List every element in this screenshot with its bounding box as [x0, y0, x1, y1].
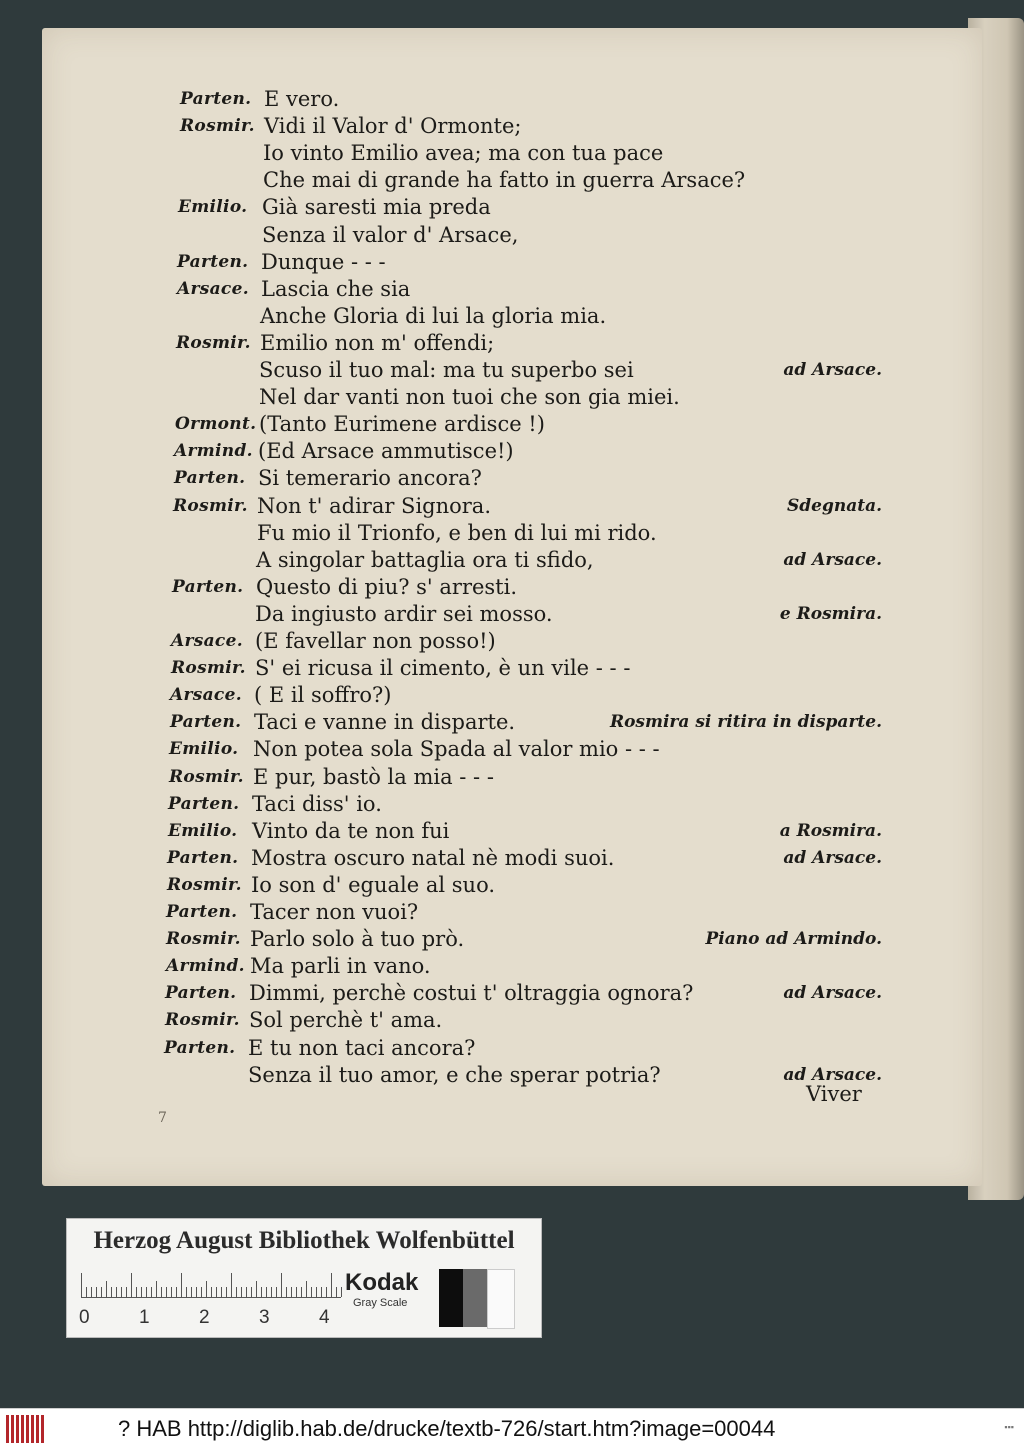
text-line	[0, 301, 1024, 331]
speaker-name: Parten.	[172, 576, 244, 597]
gray-patch-white	[487, 1269, 515, 1329]
stage-direction: ad Arsace.	[783, 847, 882, 868]
stage-direction: ad Arsace.	[783, 360, 882, 380]
speaker-name: Ormont.	[175, 414, 257, 435]
ruler-tick	[156, 1281, 157, 1297]
speaker-name: Emilio.	[168, 820, 238, 841]
text-line	[0, 978, 1024, 1008]
verse-text: Io vinto Emilio avea; ma con tua pace	[263, 141, 664, 166]
verse-text: Nel dar vanti non tuoi che son gia miei.	[259, 385, 680, 410]
ruler-tick	[331, 1273, 332, 1297]
text-line	[0, 789, 1024, 819]
status-url[interactable]: ? HAB http://diglib.hab.de/drucke/textb-726/start.htm?image=00044	[118, 1416, 776, 1441]
speaker-name: Rosmir.	[169, 766, 244, 787]
verse-text: Senza il tuo amor, e che sperar potria?	[248, 1062, 661, 1087]
hab-logo-icon	[6, 1415, 46, 1443]
gray-patch-black	[439, 1269, 463, 1327]
text-line	[0, 192, 1024, 222]
ruler-tick	[336, 1287, 337, 1297]
ruler-tick	[241, 1287, 242, 1297]
page-mark: 7	[158, 1110, 167, 1126]
verse-text: E pur, bastò la mia - - -	[253, 764, 494, 789]
ruler-tick	[291, 1287, 292, 1297]
verse-text: Taci e vanne in disparte.	[254, 710, 516, 735]
text-line	[0, 653, 1024, 683]
text-line	[0, 924, 1024, 954]
speaker-name: Parten.	[168, 793, 240, 814]
text-line	[0, 680, 1024, 710]
verse-text: ( E il soffro?)	[254, 683, 392, 708]
text-line	[0, 274, 1024, 304]
verse-text: Vidi il Valor d' Ormonte;	[264, 114, 522, 139]
speaker-name: Rosmir.	[167, 874, 242, 895]
ruler-tick	[126, 1287, 127, 1297]
verse-text: Sol perchè t' ama.	[249, 1008, 443, 1033]
ruler-tick	[296, 1287, 297, 1297]
library-name: Herzog August Bibliothek Wolfenbüttel	[93, 1227, 515, 1254]
text-line	[0, 1005, 1024, 1035]
stage-direction: e Rosmira.	[779, 603, 882, 624]
ruler-tick	[146, 1287, 147, 1297]
verse-text: E tu non taci ancora?	[248, 1035, 476, 1060]
speaker-name: Rosmir.	[180, 116, 255, 137]
verse-text: Non t' adirar Signora.	[257, 493, 492, 518]
ruler-number: 1	[139, 1307, 150, 1328]
text-line	[0, 816, 1024, 846]
gray-patch-mid	[463, 1269, 487, 1327]
text-line	[0, 220, 1024, 250]
verse-text: Non potea sola Spada al valor mio - - -	[253, 737, 660, 762]
speaker-name: Parten.	[177, 251, 249, 272]
verse-text: Da ingiusto ardir sei mosso.	[255, 601, 553, 626]
ruler-tick	[86, 1287, 87, 1297]
ruler-tick	[216, 1287, 217, 1297]
ruler-tick	[91, 1287, 92, 1297]
ruler-tick	[96, 1287, 97, 1297]
ruler-tick	[201, 1287, 202, 1297]
text-line	[0, 897, 1024, 927]
speaker-name: Parten.	[166, 902, 238, 922]
ruler-tick	[176, 1287, 177, 1297]
speaker-name: Armind.	[166, 956, 245, 977]
scale-ruler	[81, 1271, 341, 1298]
speaker-name: Parten.	[164, 1037, 236, 1058]
verse-text: Questo di piu? s' arresti.	[256, 574, 518, 599]
ruler-tick	[136, 1287, 137, 1297]
kodak-subtitle: Gray Scale	[353, 1297, 408, 1309]
color-calibration-card	[66, 1218, 542, 1338]
ruler-tick	[261, 1287, 262, 1297]
ruler-tick	[186, 1287, 187, 1297]
speaker-name: Rosmir.	[166, 929, 241, 950]
speaker-name: Parten.	[174, 468, 246, 489]
ruler-tick	[281, 1273, 282, 1297]
text-line	[0, 599, 1024, 629]
ruler-tick	[341, 1287, 342, 1297]
ruler-tick	[121, 1287, 122, 1297]
stage-direction: ad Arsace.	[783, 549, 882, 570]
verse-text: S' ei ricusa il cimento, è un vile - - -	[255, 656, 631, 681]
ruler-tick	[141, 1287, 142, 1297]
speaker-name: Armind.	[174, 441, 253, 462]
text-line	[0, 409, 1024, 439]
verse-text: Fu mio il Trionfo, e ben di lui mi rido.	[257, 520, 657, 545]
ruler-tick	[276, 1287, 277, 1297]
ruler-tick	[226, 1287, 227, 1297]
ruler-number: 2	[199, 1307, 210, 1328]
verse-text: Senza il valor d' Arsace,	[262, 222, 519, 247]
verse-text: Già saresti mia preda	[262, 195, 491, 220]
stage-direction: Rosmira si ritira in disparte.	[609, 712, 882, 733]
status-mini-text: ▪▪▪	[1004, 1422, 1014, 1432]
verse-text: (Tanto Eurimene ardisce !)	[259, 412, 545, 437]
text-line	[0, 734, 1024, 764]
ruler-numbers	[77, 1307, 377, 1331]
text-line	[0, 707, 1024, 737]
ruler-tick	[286, 1287, 287, 1297]
text-line	[0, 870, 1024, 900]
ruler-tick	[321, 1287, 322, 1297]
text-line	[0, 843, 1024, 873]
ruler-tick	[326, 1287, 327, 1297]
ruler-tick	[191, 1287, 192, 1297]
ruler-number: 3	[259, 1307, 270, 1328]
text-line	[0, 84, 1024, 114]
text-line	[0, 572, 1024, 602]
ruler-tick	[196, 1287, 197, 1297]
catchword: Viver	[806, 1082, 862, 1106]
text-line	[0, 545, 1024, 575]
ruler-tick	[236, 1287, 237, 1297]
text-line	[0, 328, 1024, 358]
ruler-tick	[316, 1287, 317, 1297]
ruler-tick	[131, 1273, 132, 1297]
ruler-tick	[181, 1273, 182, 1297]
verse-text: (E favellar non posso!)	[255, 629, 496, 653]
verse-text: Si temerario ancora?	[258, 466, 482, 491]
text-line	[0, 762, 1024, 792]
stage-direction: ad Arsace.	[783, 983, 882, 1004]
verse-text: Anche Gloria di lui la gloria mia.	[260, 303, 607, 328]
ruler-tick	[111, 1287, 112, 1297]
stage-direction: Sdegnata.	[786, 495, 882, 516]
speaker-name: Emilio.	[169, 739, 239, 760]
speaker-name: Parten.	[180, 89, 252, 109]
speaker-name: Parten.	[165, 983, 237, 1004]
ruler-tick	[266, 1287, 267, 1297]
verse-text: E vero.	[264, 87, 340, 111]
text-line	[0, 463, 1024, 493]
speaker-name: Parten.	[170, 712, 242, 733]
ruler-tick	[256, 1281, 257, 1297]
speaker-name: Rosmir.	[176, 332, 251, 353]
text-line	[0, 436, 1024, 466]
verse-text: (Ed Arsace ammutisce!)	[258, 439, 514, 464]
ruler-tick	[211, 1287, 212, 1297]
verse-text: A singolar battaglia ora ti sfido,	[256, 547, 594, 572]
ruler-tick	[271, 1287, 272, 1297]
stage-direction: Piano ad Armindo.	[705, 929, 882, 950]
ruler-tick	[246, 1287, 247, 1297]
text-line	[0, 111, 1024, 141]
verse-text: Scuso il tuo mal: ma tu superbo sei	[259, 358, 634, 382]
ruler-tick	[151, 1287, 152, 1297]
verse-text: Io son d' eguale al suo.	[251, 872, 496, 897]
verse-text: Emilio non m' offendi;	[260, 330, 495, 355]
speaker-name: Rosmir.	[173, 495, 248, 516]
stage-direction: ad Arsace.	[783, 1064, 882, 1085]
text-line	[0, 1033, 1024, 1063]
speaker-name: Emilio.	[178, 197, 248, 218]
text-line	[0, 626, 1024, 656]
ruler-tick	[161, 1287, 162, 1297]
verse-text: Che mai di grande ha fatto in guerra Arsace?	[263, 168, 746, 193]
ruler-number: 4	[319, 1307, 330, 1328]
text-line	[0, 165, 1024, 195]
verse-text: Ma parli in vano.	[250, 954, 431, 979]
verse-text: Parlo solo à tuo prò.	[250, 927, 465, 952]
ruler-tick	[206, 1281, 207, 1297]
verse-text: Dimmi, perchè costui t' oltraggia ognora?	[249, 981, 694, 1006]
ruler-number: 0	[79, 1307, 90, 1328]
text-line	[0, 518, 1024, 548]
text-line	[0, 138, 1024, 168]
ruler-tick	[101, 1287, 102, 1297]
text-line	[0, 382, 1024, 412]
verse-text: Lascia che sia	[261, 276, 411, 301]
status-bar	[0, 1408, 1024, 1451]
ruler-tick	[166, 1287, 167, 1297]
speaker-name: Rosmir.	[171, 658, 246, 679]
stage-direction: a Rosmira.	[779, 820, 882, 841]
ruler-tick	[81, 1273, 82, 1297]
ruler-tick	[231, 1273, 232, 1297]
ruler-tick	[221, 1287, 222, 1297]
verse-text: Mostra oscuro natal nè modi suoi.	[251, 845, 615, 870]
speaker-name: Rosmir.	[165, 1010, 240, 1031]
text-line	[0, 355, 1024, 385]
text-line	[0, 491, 1024, 521]
verse-text: Taci diss' io.	[252, 791, 382, 816]
speaker-name: Arsace.	[171, 631, 243, 651]
verse-text: Tacer non vuoi?	[250, 900, 419, 924]
ruler-tick	[116, 1287, 117, 1297]
text-line	[0, 247, 1024, 277]
text-line	[0, 1060, 1024, 1090]
verse-text: Dunque - - -	[261, 249, 386, 274]
ruler-tick	[311, 1287, 312, 1297]
ruler-tick	[306, 1281, 307, 1297]
speaker-name: Arsace.	[177, 278, 249, 299]
text-line	[0, 951, 1024, 981]
ruler-tick	[106, 1281, 107, 1297]
speaker-name: Arsace.	[170, 685, 242, 706]
kodak-logo: Kodak	[345, 1269, 419, 1296]
ruler-tick	[171, 1287, 172, 1297]
verse-text: Vinto da te non fui	[252, 818, 450, 843]
ruler-tick	[251, 1287, 252, 1297]
ruler-tick	[301, 1287, 302, 1297]
speaker-name: Parten.	[167, 847, 239, 868]
